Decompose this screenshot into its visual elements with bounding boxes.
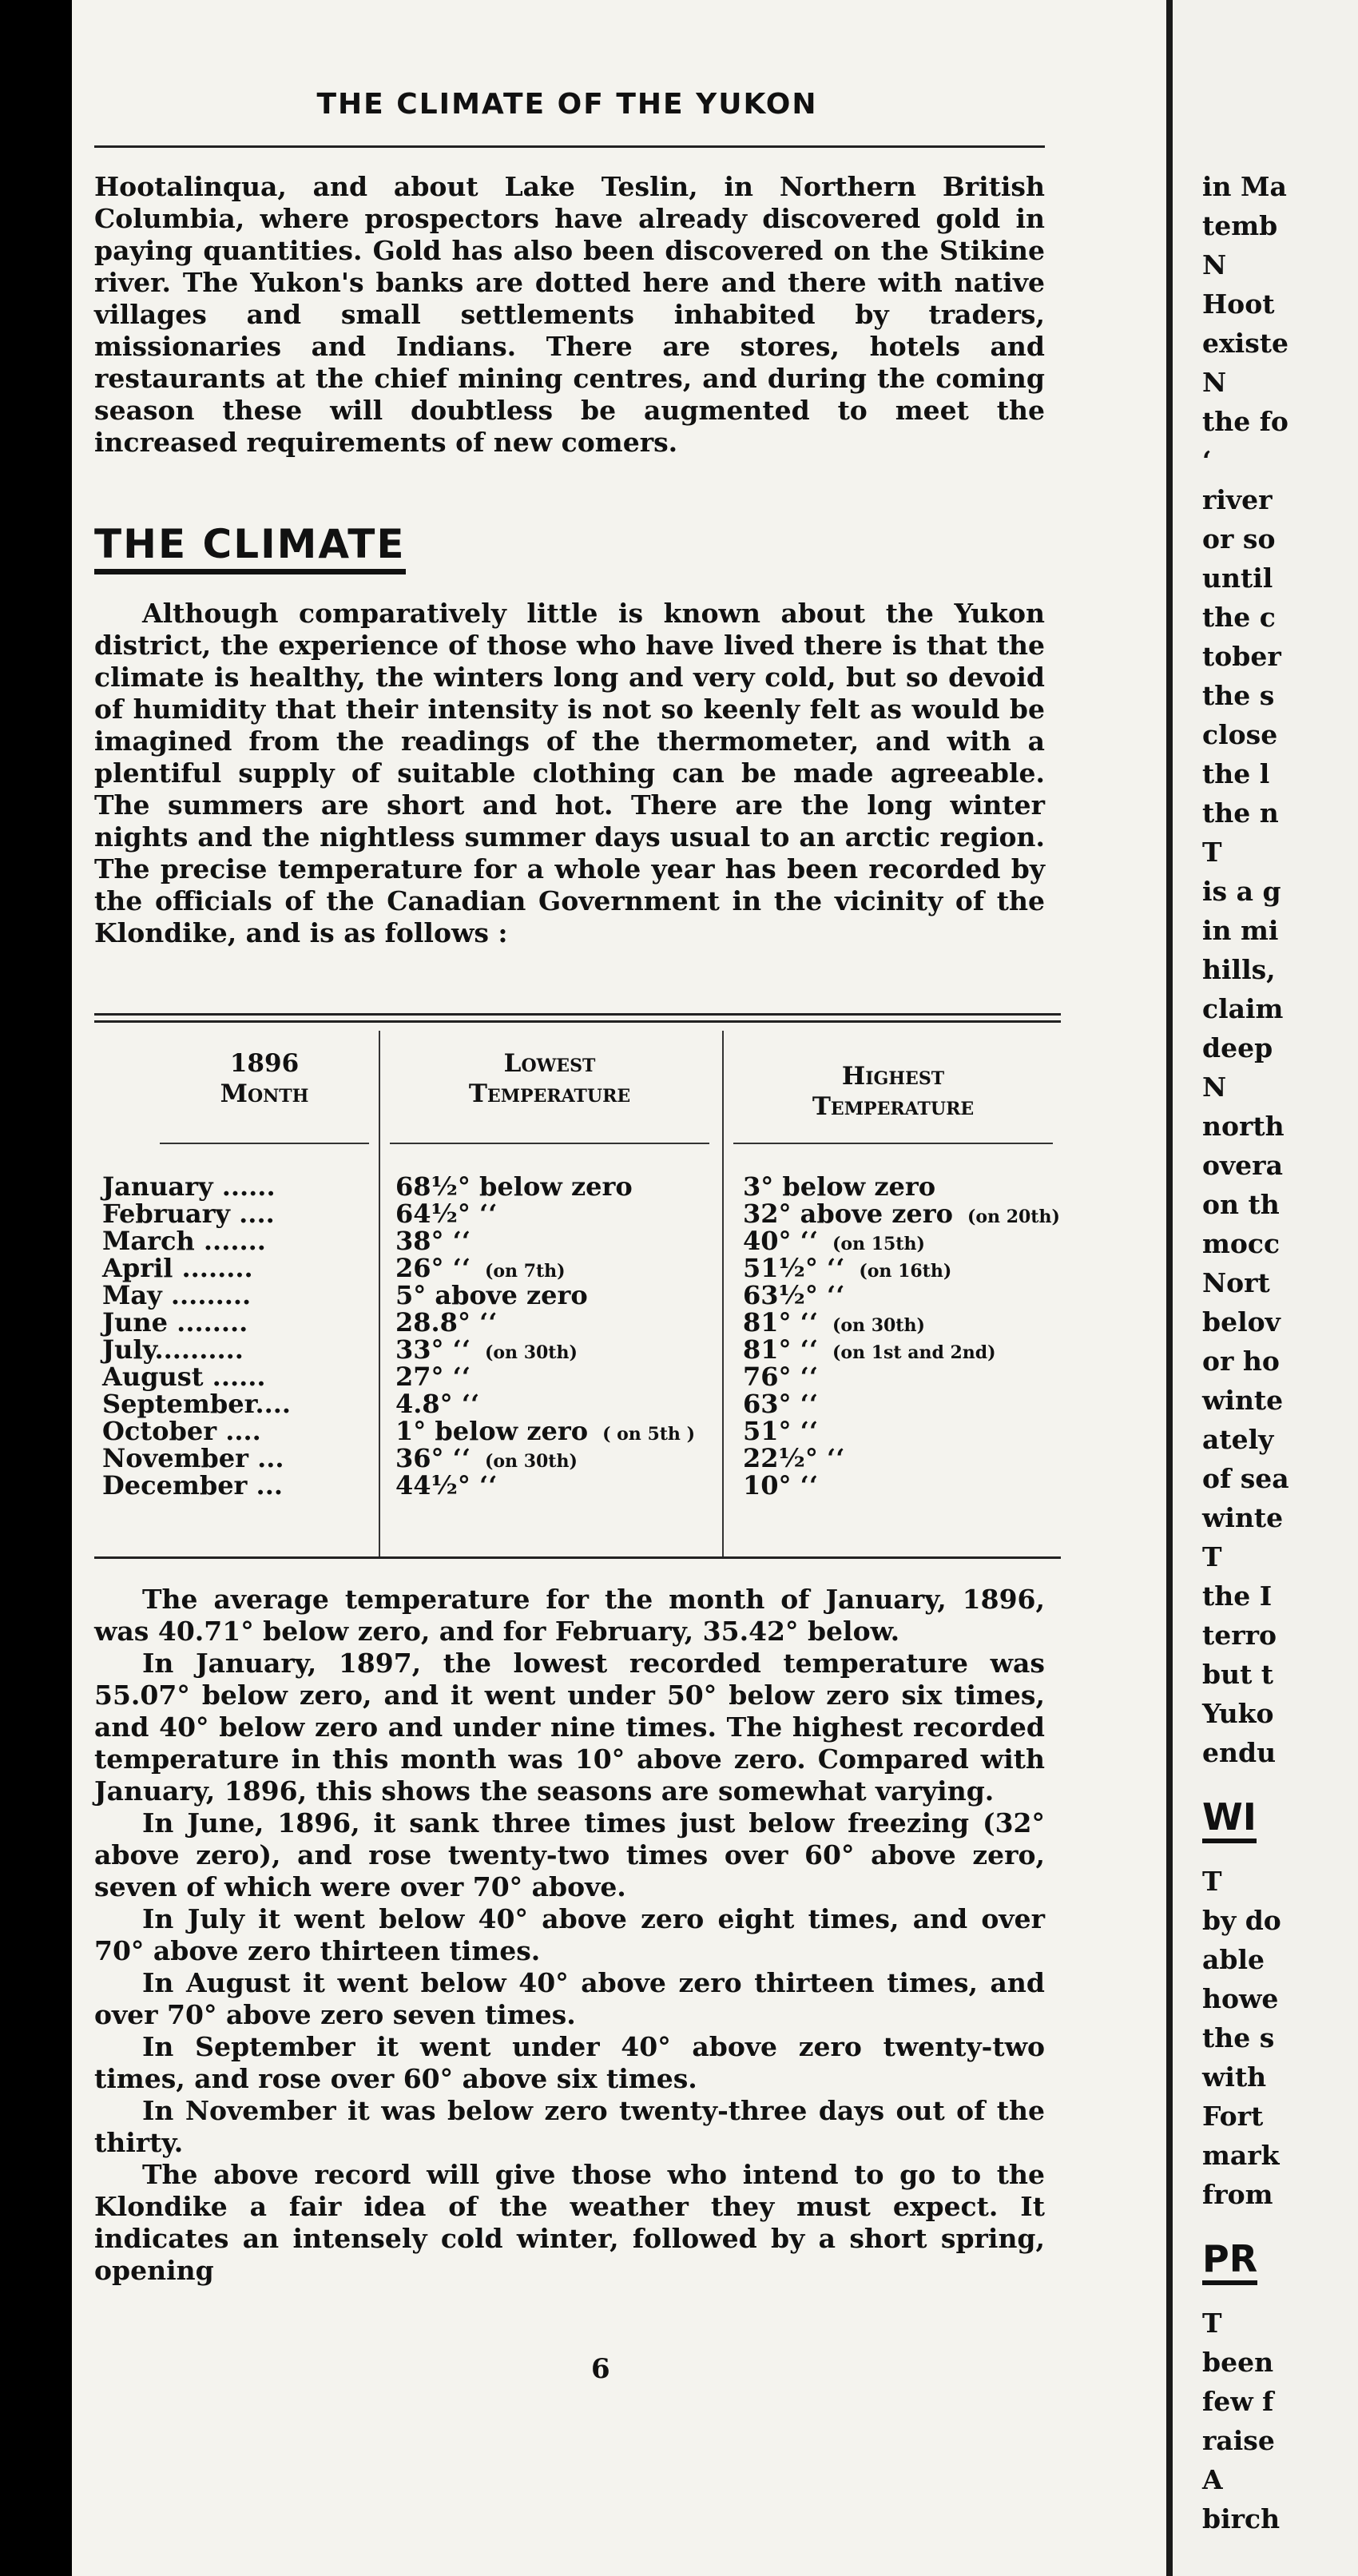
cell-value: 27° ‘‘ (395, 1362, 471, 1392)
table-cell-month (102, 1282, 366, 1309)
cell-note: ( on 5th ) (602, 1424, 695, 1445)
facing-page-line: or so (1202, 523, 1276, 555)
facing-page-line: ately (1202, 1424, 1274, 1455)
facing-page-line: ‘ (1202, 445, 1212, 476)
climate-text: Although comparatively little is known about the Yukon district, the experience of those who have lived there is that the climate is healthy, the winters long and very cold, but so devoid of humidity that their intensity is not so keenly felt as would be imagined from the readings of the thermometer, and with a plentiful supply of suitable clothing can be made agreeable. The summers are short and hot. There are the long winter nights and the nightless summer days usual to an arctic region. The precise temperature for a whole year has been recorded by the officials of the Canadian Government in the vicinity of the Klondike, and is as follows : (94, 598, 1045, 948)
facing-page-line: A (1202, 2464, 1223, 2495)
cell-value: 5° above zero (395, 1280, 588, 1310)
cell-value: 63½° ‘‘ (743, 1280, 845, 1310)
facing-page-line: raise (1202, 2425, 1275, 2456)
facing-page-line: belov (1202, 1306, 1281, 1338)
facing-page-line: deep (1202, 1032, 1273, 1063)
running-head: THE CLIMATE OF THE YUKON (316, 88, 818, 121)
cell-value: 22½° ‘‘ (743, 1443, 845, 1473)
header-rule-2 (390, 1143, 709, 1144)
paragraph: In January, 1897, the lowest recorded temperature was 55.07° below zero, and it went under 50° below zero six times, and 40° below zero and under nine times. The highest recorded temperature in this month was 10° above zero. Compared with January, 1896, this shows the seasons are somewhat varying. (94, 1648, 1045, 1807)
facing-page-line: of sea (1202, 1463, 1289, 1494)
facing-page-line: N (1202, 1071, 1227, 1103)
table-cell-month (102, 1173, 366, 1200)
cell-note: (on 7th) (484, 1261, 566, 1282)
facing-page-line: winte (1202, 1385, 1284, 1416)
table-cell-month (102, 1309, 366, 1336)
cell-value: May ......... (102, 1280, 252, 1310)
climate-paragraph (94, 598, 1045, 949)
cell-value: 28.8° ‘‘ (395, 1307, 498, 1338)
facing-page-line: mark (1202, 2140, 1280, 2171)
facing-page-line: Nort (1202, 1267, 1270, 1298)
cell-value: September.... (102, 1389, 292, 1419)
facing-page-line: by do (1202, 1905, 1281, 1936)
facing-page-line: howe (1202, 1983, 1279, 2014)
facing-page-line: Yuko (1202, 1698, 1274, 1729)
col-header-month-label: Month (220, 1079, 309, 1108)
table-cell-month (102, 1445, 366, 1472)
facing-page-line: with (1202, 2061, 1267, 2093)
facing-page-line: T (1202, 2308, 1222, 2339)
cell-value: 63° ‘‘ (743, 1389, 818, 1419)
facing-page-line: able (1202, 1944, 1265, 1975)
col-header-highest-line2: Temperature (812, 1092, 975, 1121)
cell-value: October .... (102, 1416, 261, 1446)
facing-page-line: few f (1202, 2386, 1274, 2417)
page-gutter (1166, 0, 1173, 2576)
paragraph: The above record will give those who intend to go to the Klondike a fair idea of the weather they must expect. It indicates an intensely cold winter, followed by a short spring, opening (94, 2159, 1045, 2286)
table-bottom-rule (94, 1556, 1061, 1559)
cell-value: 3° below zero (743, 1171, 936, 1202)
cell-value: 51° ‘‘ (743, 1416, 818, 1446)
col-header-lowest-line2: Temperature (468, 1079, 631, 1108)
facing-page-line: endu (1202, 1737, 1277, 1768)
header-rule-1 (160, 1143, 369, 1144)
facing-page-line: T (1202, 1541, 1222, 1572)
facing-page-line: N (1202, 249, 1227, 280)
cell-value: June ........ (102, 1307, 248, 1338)
col-header-lowest (390, 1048, 709, 1109)
table-cell-month (102, 1363, 366, 1390)
facing-page-line: or ho (1202, 1346, 1280, 1377)
facing-page-line: the s (1202, 680, 1275, 711)
header-rule-3 (733, 1143, 1053, 1144)
table-cell-month (102, 1472, 366, 1499)
facing-page-line: the s (1202, 2022, 1275, 2053)
cell-value: 33° ‘‘ (395, 1334, 471, 1365)
cell-value: December ... (102, 1470, 283, 1501)
table-divider-2 (722, 1031, 724, 1558)
col-header-highest (733, 1061, 1053, 1122)
table-cell-month (102, 1336, 366, 1363)
cell-value: 4.8° ‘‘ (395, 1389, 480, 1419)
cell-value: 44½° ‘‘ (395, 1470, 498, 1501)
table-cell-month (102, 1390, 366, 1417)
col-header-month-year: 1896 (229, 1049, 300, 1078)
facing-page-line: temb (1202, 210, 1278, 241)
facing-page-line: claim (1202, 993, 1284, 1024)
cell-value: 38° ‘‘ (395, 1226, 471, 1256)
cell-value: 68½° below zero (395, 1171, 633, 1202)
table-divider-1 (379, 1031, 380, 1558)
table-cell-month (102, 1417, 366, 1445)
cell-value: 1° below zero (395, 1416, 589, 1446)
intro-text: Hootalinqua, and about Lake Teslin, in Northern British Columbia, where prospectors have already discovered gold in paying quantities. Gold has also been discovered on the Stikine river. The Yukon's banks are dotted here and there with native villages and small settlements inhabited by traders, missionaries and Indians. There are stores, hotels and restaurants at the chief mining centres, and during the coming season these will doubtless be augmented to meet the increased requirements of new comers. (94, 171, 1045, 458)
cell-value: 36° ‘‘ (395, 1443, 471, 1473)
table-top-rule (94, 1013, 1061, 1023)
col-header-month (160, 1048, 369, 1109)
facing-page-line: been (1202, 2347, 1274, 2378)
cell-value: 40° ‘‘ (743, 1226, 818, 1256)
paragraph: In June, 1896, it sank three times just below freezing (32° above zero), and rose twenty-two times over 60° above zero, seven of which were over 70° above. (94, 1807, 1045, 1902)
cell-value: November ... (102, 1443, 284, 1473)
cell-value: 64½° ‘‘ (395, 1199, 498, 1229)
paragraph: In November it was below zero twenty-three days out of the thirty. (94, 2095, 1045, 2158)
cell-value: January ...... (102, 1171, 276, 1202)
facing-page-line: the I (1202, 1580, 1273, 1612)
facing-page-line: close (1202, 719, 1278, 750)
table-cell-low (395, 1472, 715, 1502)
paragraph: The average temperature for the month of January, 1896, was 40.71° below zero, and for February, 35.42° below. (94, 1584, 1045, 1647)
cell-value: February .... (102, 1199, 275, 1229)
facing-page-line: birch (1202, 2503, 1281, 2534)
facing-page-line: in mi (1202, 915, 1279, 946)
table-cell-month (102, 1200, 366, 1227)
cell-note: (on 30th) (484, 1342, 578, 1363)
paragraph: In September it went under 40° above zero twenty-two times, and rose over 60° above six times. (94, 2031, 1045, 2094)
facing-page-line: tober (1202, 641, 1281, 672)
cell-note: (on 16th) (859, 1261, 952, 1282)
section-heading: THE CLIMATE (94, 521, 406, 574)
cell-value: July.......... (102, 1334, 244, 1365)
facing-page-line: existe (1202, 328, 1289, 359)
facing-page-line: the c (1202, 602, 1276, 633)
col-header-highest-line1: Highest (841, 1062, 945, 1091)
cell-value: 51½° ‘‘ (743, 1253, 845, 1283)
facing-page-line: is a g (1202, 876, 1281, 907)
facing-page-line: mocc (1202, 1228, 1281, 1259)
page-number: 6 (591, 2353, 610, 2385)
facing-page-line: terro (1202, 1620, 1277, 1651)
cell-note: (on 30th) (484, 1451, 578, 1472)
facing-page-line: overa (1202, 1150, 1283, 1181)
after-table-text (94, 1584, 1045, 2287)
cell-note: (on 20th) (967, 1207, 1060, 1227)
facing-page-line: T (1202, 1866, 1222, 1897)
facing-page-line: winte (1202, 1502, 1284, 1533)
cell-value: 76° ‘‘ (743, 1362, 818, 1392)
facing-page-line: until (1202, 563, 1273, 594)
paragraph: In August it went below 40° above zero thirteen times, and over 70° above zero seven times. (94, 1967, 1045, 2030)
cell-note: (on 15th) (832, 1234, 925, 1254)
facing-page-line: but t (1202, 1659, 1274, 1690)
cell-note: (on 1st and 2nd) (832, 1342, 996, 1363)
cell-value: 81° ‘‘ (743, 1307, 818, 1338)
paragraph: In July it went below 40° above zero eight times, and over 70° above zero thirteen times. (94, 1903, 1045, 1966)
facing-page-line: Fort (1202, 2101, 1264, 2132)
facing-page-line: N (1202, 367, 1227, 398)
cell-value: 10° ‘‘ (743, 1470, 818, 1501)
cell-value: August ...... (102, 1362, 266, 1392)
facing-page-heading: WI (1202, 1795, 1257, 1843)
facing-page-line: T (1202, 837, 1222, 868)
table-cell-month (102, 1227, 366, 1254)
facing-page-line: Hoot (1202, 288, 1275, 320)
facing-page-line: river (1202, 484, 1273, 515)
table-cell-month (102, 1254, 366, 1282)
facing-page-line: from (1202, 2179, 1273, 2210)
facing-page-line: on th (1202, 1189, 1280, 1220)
col-header-lowest-line1: Lowest (503, 1049, 596, 1078)
facing-page-line: the n (1202, 797, 1279, 829)
facing-page-line: the fo (1202, 406, 1289, 437)
table-cell-high (743, 1472, 1062, 1502)
cell-value: 26° ‘‘ (395, 1253, 471, 1283)
facing-page-line: in Ma (1202, 171, 1287, 202)
cell-value: March ....... (102, 1226, 266, 1256)
cell-value: 32° above zero (743, 1199, 953, 1229)
facing-page-line: north (1202, 1111, 1285, 1142)
cell-value: April ........ (102, 1253, 253, 1283)
cell-value: 81° ‘‘ (743, 1334, 818, 1365)
facing-page-heading: PR (1202, 2237, 1257, 2285)
cell-note: (on 30th) (832, 1315, 925, 1336)
intro-paragraph (94, 171, 1045, 459)
facing-page-line: the l (1202, 758, 1270, 789)
head-rule (94, 145, 1045, 148)
facing-page-line: hills, (1202, 954, 1276, 985)
